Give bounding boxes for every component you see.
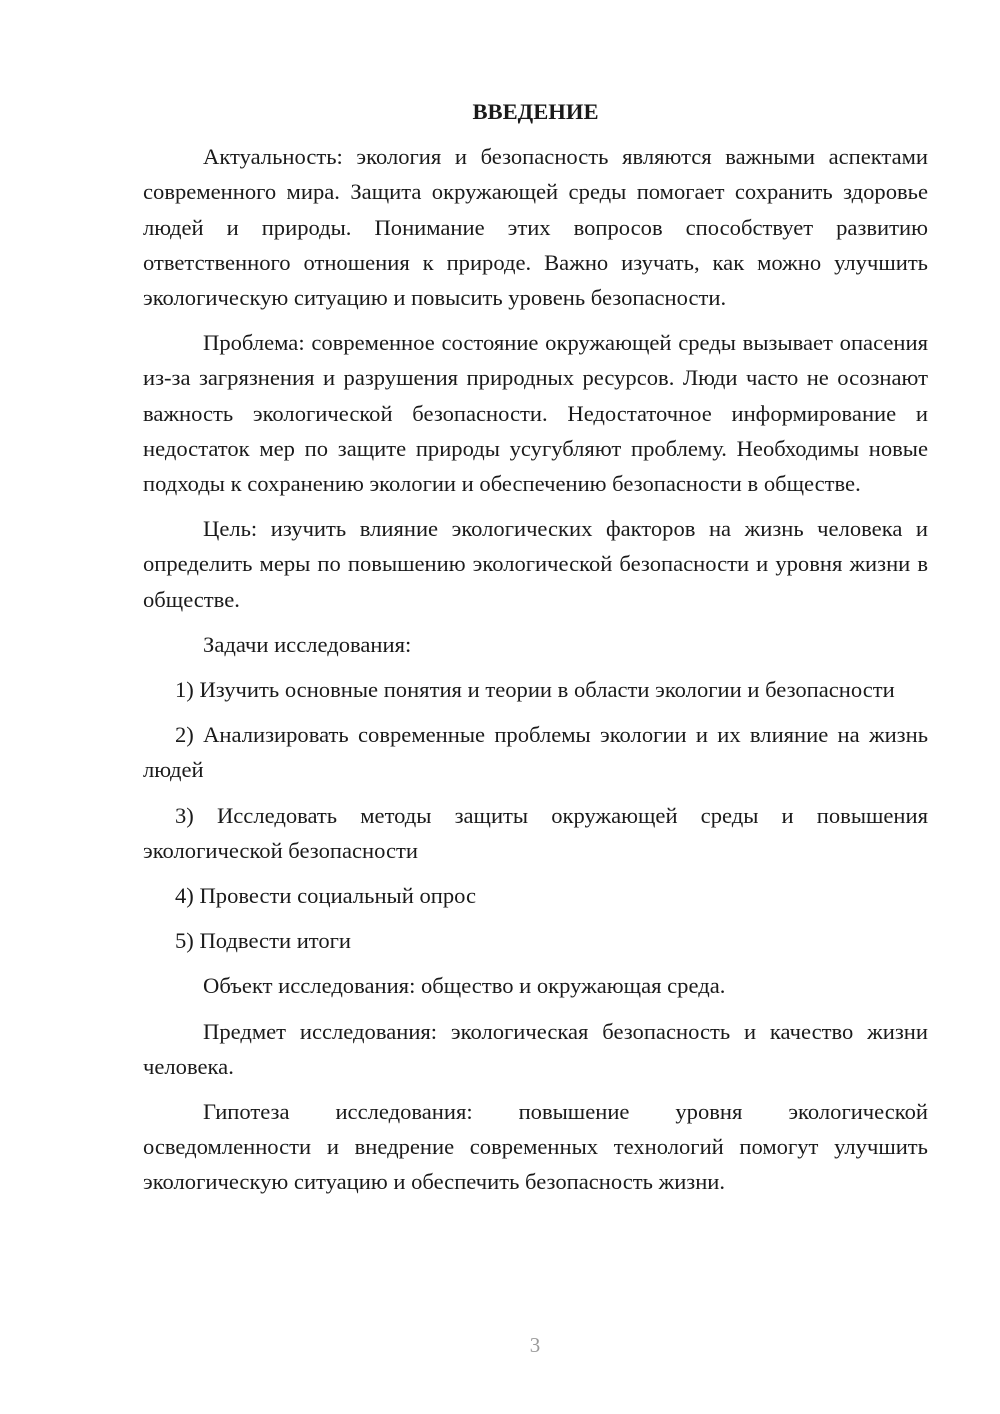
document-body	[143, 94, 928, 1210]
relevance-paragraph: Актуальность: экология и безопасность являются важными аспектами современного мира. Защита окружающей среды помогает сохранить здоровье людей и природы. Понимание этих вопросов способствует развитию ответственного отношения к природе. Важно изучать, как можно улучшить экологическую ситуацию и повысить уровень безопасности.	[143, 144, 928, 311]
goal-paragraph: Цель: изучить влияние экологических факторов на жизнь человека и определить меры по повышению экологической безопасности и уровня жизни в обществе.	[143, 516, 928, 612]
hypothesis-paragraph: Гипотеза исследования: повышение уровня экологической осведомленности и внедрение современных технологий помогут улучшить экологическую ситуацию и обеспечить безопасность жизни.	[143, 1099, 928, 1195]
object-paragraph: Объект исследования: общество и окружающая среда.	[203, 973, 726, 999]
page-number: 3	[529, 1333, 541, 1357]
task-item: 2) Анализировать современные проблемы экологии и их влияние на жизнь людей	[143, 722, 928, 783]
task-item: 5) Подвести итоги	[175, 928, 352, 954]
task-item: 4) Провести социальный опрос	[175, 883, 477, 909]
tasks-heading: Задачи исследования:	[203, 631, 412, 657]
task-item: 1) Изучить основные понятия и теории в области экологии и безопасности	[175, 677, 895, 703]
subject-paragraph: Предмет исследования: экологическая безопасность и качество жизни человека.	[143, 1018, 928, 1079]
section-title: ВВЕДЕНИЕ	[472, 99, 599, 124]
task-item: 3) Исследовать методы защиты окружающей среды и повышения экологической безопасности	[143, 802, 928, 863]
problem-paragraph: Проблема: современное состояние окружающей среды вызывает опасения из-за загрязнения и разрушения природных ресурсов. Люди часто не осознают важность экологической безопасности. Недостаточное информирование и недостаток мер по защите природы усугубляют проблему. Необходимы новые подходы к сохранению экологии и обеспечению безопасности в обществе.	[143, 330, 928, 497]
